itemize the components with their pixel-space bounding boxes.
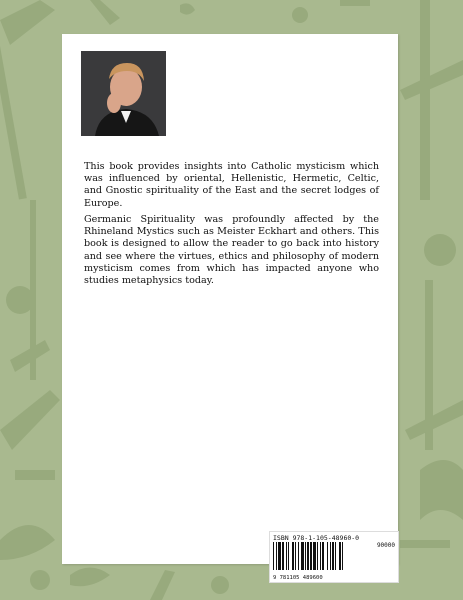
barcode-digits: 9 781105 489600 <box>273 575 323 581</box>
description-paragraph-2: Germanic Spirituality was profoundly affected by the Rhineland Mystics such as Meister Eckhart and others. This book is designed to allow the reader to go back into history and see where the virtues, ethics and philosophy of modern mysticism comes from which has impacted anyone who studies metaphysics today. <box>84 214 379 287</box>
isbn-label: ISBN 978-1-105-48960-0 <box>273 534 360 542</box>
description-paragraph-1: This book provides insights into Catholic mysticism which was influenced by oriental, Hellenistic, Hermetic, Celtic, and Gnostic spirituality of the East and the secret lodges of Europe. <box>84 161 379 209</box>
barcode-bars <box>273 542 363 570</box>
author-photo <box>81 51 166 136</box>
isbn-barcode <box>269 531 399 583</box>
back-cover-panel <box>62 34 398 564</box>
price-code: 90000 <box>376 542 395 549</box>
author-portrait-illustration <box>81 51 166 136</box>
